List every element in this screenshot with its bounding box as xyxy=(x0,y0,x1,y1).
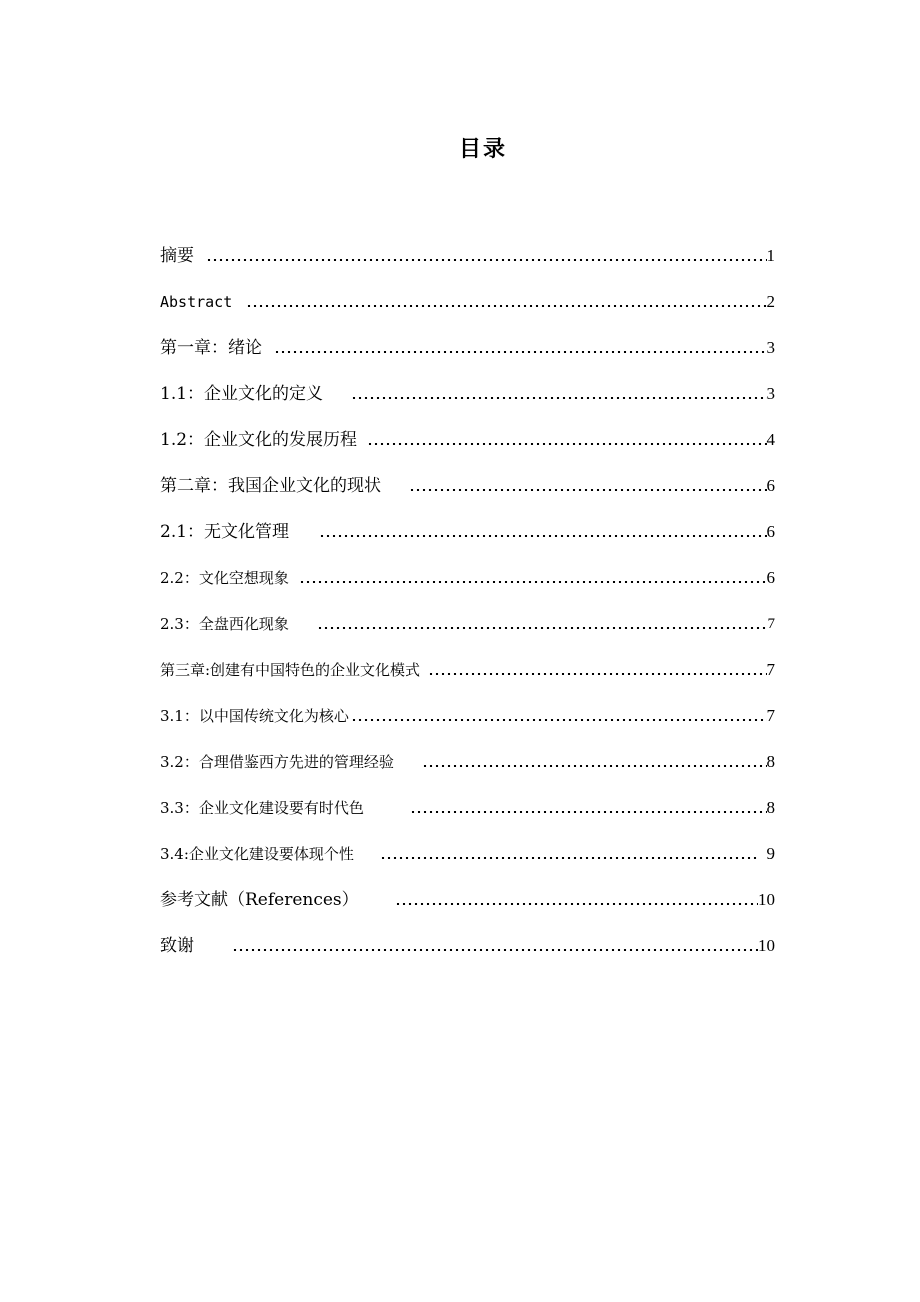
toc-entry-section-2-3[interactable] xyxy=(160,601,775,647)
dot-leader xyxy=(395,903,758,905)
toc-entry-section-1-2[interactable] xyxy=(160,417,775,463)
toc-entry-page: 4 xyxy=(766,430,775,449)
toc-entry-page: 7 xyxy=(766,660,775,679)
dot-leader xyxy=(317,627,768,629)
dot-leader xyxy=(380,857,757,859)
toc-entry-page: 3 xyxy=(766,338,775,357)
toc-entry-label: 致谢 xyxy=(160,936,194,956)
toc-entry-acknowledgements[interactable] xyxy=(160,923,775,969)
toc-entry-label: 摘要 xyxy=(160,246,194,266)
toc-entry-label: Abstract xyxy=(160,293,233,311)
toc-entry-section-3-4[interactable] xyxy=(160,831,775,877)
toc-entry-label: 参考文献（References） xyxy=(160,890,359,910)
toc-entry-label: 3.3：企业文化建设要有时代色 xyxy=(160,799,364,817)
toc-entry-section-3-1[interactable] xyxy=(160,693,775,739)
toc-title: 目录 xyxy=(458,136,507,162)
dot-leader xyxy=(367,443,766,445)
dot-leader xyxy=(422,765,767,767)
toc-entry-section-1-1[interactable] xyxy=(160,371,775,417)
toc-entry-section-2-2[interactable] xyxy=(160,555,775,601)
dot-leader xyxy=(410,811,767,813)
toc-entry-label: 第二章：我国企业文化的现状 xyxy=(160,476,381,496)
toc-entry-section-3-2[interactable] xyxy=(160,739,775,785)
toc-entry-label: 3.1：以中国传统文化为核心 xyxy=(160,707,349,725)
dot-leader xyxy=(206,259,767,261)
toc-entry-chapter-3[interactable] xyxy=(160,647,775,693)
toc-entry-abstract-en[interactable] xyxy=(160,279,775,325)
toc-entry-page: 1 xyxy=(766,246,775,265)
dot-leader xyxy=(232,949,758,951)
dot-leader xyxy=(351,397,766,399)
toc-list xyxy=(160,233,775,969)
toc-entry-page: 8 xyxy=(766,798,775,817)
dot-leader xyxy=(319,535,766,537)
toc-entry-label: 3.4:企业文化建设要体现个性 xyxy=(160,845,354,863)
dot-leader xyxy=(246,305,766,307)
toc-entry-page: 6 xyxy=(766,476,775,495)
toc-entry-label: 第三章:创建有中国特色的企业文化模式 xyxy=(160,661,421,679)
toc-entry-label: 2.2：文化空想现象 xyxy=(160,569,289,587)
toc-entry-abstract-cn[interactable] xyxy=(160,233,775,279)
dot-leader xyxy=(428,673,766,675)
toc-entry-label: 3.2：合理借鉴西方先进的管理经验 xyxy=(160,753,394,771)
toc-entry-page: 2 xyxy=(766,292,775,311)
toc-entry-section-2-1[interactable] xyxy=(160,509,775,555)
toc-entry-page: 8 xyxy=(766,752,775,771)
toc-entry-page: 7 xyxy=(767,616,775,632)
dot-leader xyxy=(351,719,767,721)
toc-entry-page: 10 xyxy=(758,936,775,955)
toc-entry-label: 1.2：企业文化的发展历程 xyxy=(160,430,358,450)
toc-entry-label: 2.3：全盘西化现象 xyxy=(160,615,289,633)
toc-entry-chapter-2[interactable] xyxy=(160,463,775,509)
toc-entry-label: 2.1：无文化管理 xyxy=(160,522,290,542)
toc-entry-page: 7 xyxy=(766,706,775,725)
toc-entry-page: 6 xyxy=(766,522,775,541)
toc-entry-page: 9 xyxy=(766,844,775,863)
dot-leader xyxy=(299,581,767,583)
toc-entry-section-3-3[interactable] xyxy=(160,785,775,831)
toc-entry-page: 10 xyxy=(758,890,775,909)
toc-entry-page: 3 xyxy=(766,384,775,403)
dot-leader xyxy=(409,489,767,491)
toc-entry-references[interactable] xyxy=(160,877,775,923)
toc-entry-label: 第一章：绪论 xyxy=(160,338,262,358)
toc-entry-page: 6 xyxy=(766,568,775,587)
toc-entry-label: 1.1：企业文化的定义 xyxy=(160,384,324,404)
dot-leader xyxy=(274,351,767,353)
toc-entry-chapter-1[interactable] xyxy=(160,325,775,371)
